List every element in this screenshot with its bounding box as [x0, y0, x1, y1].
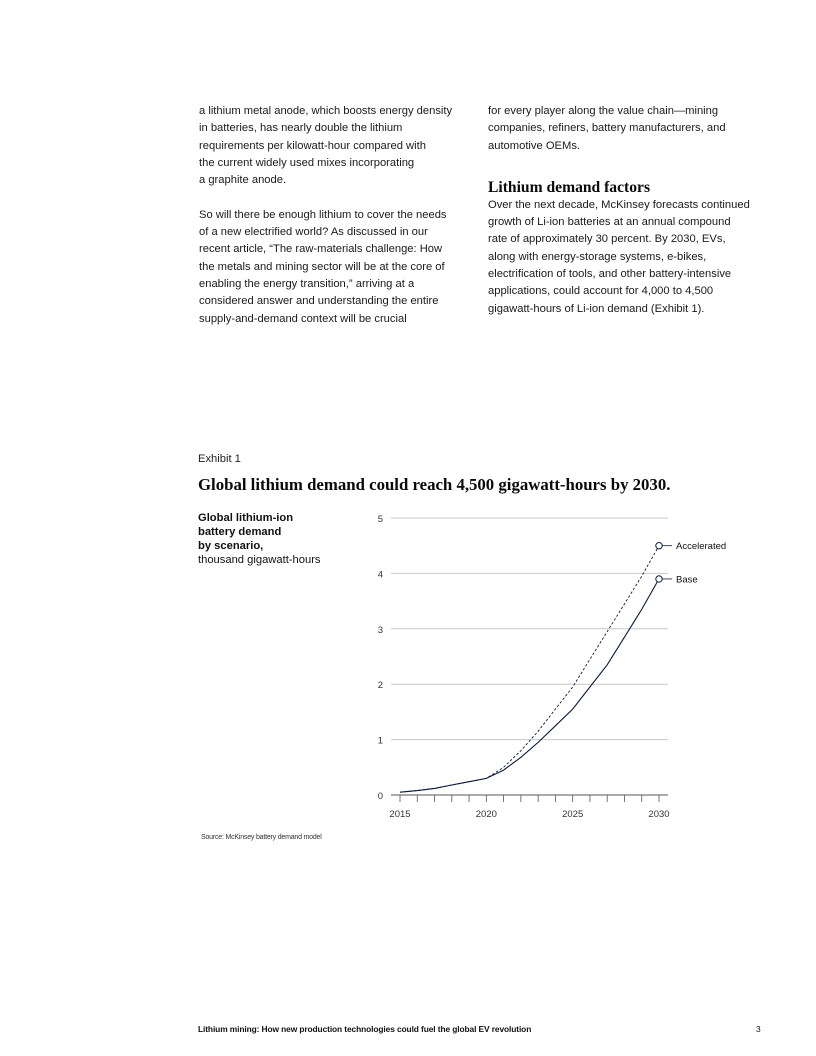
section-heading: Lithium demand factors [488, 178, 651, 196]
x-tick-label: 2025 [562, 809, 584, 820]
y-tick-label: 4 [377, 569, 383, 581]
series-end-marker-accelerated [656, 543, 662, 549]
x-tick-label: 2030 [648, 809, 670, 820]
body-paragraph: Over the next decade, McKinsey forecasts continued growth of Li-ion batteries at an annual compound rate of approximately 30 percent. By 2030, EVs, along with energy-storage systems, e-bikes, electrification of tools, and other battery-intensive applications, could account for 4,000 to 4,500 gigawatt-hours of Li-ion demand (Exhibit 1). [488, 198, 750, 315]
series-label: Accelerated [676, 541, 727, 553]
exhibit-title: Global lithium demand could reach 4,500 gigawatt-hours by 2030. [198, 475, 671, 494]
x-tick-label: 2020 [475, 809, 497, 820]
series-label: Base [676, 574, 698, 586]
body-paragraph: a lithium metal anode, which boosts energy density in batteries, has nearly double the lithium requirements per kilowatt-hour compared with the current widely used mixes incorporating a graphite anode. [199, 105, 453, 187]
y-tick-label: 3 [377, 624, 383, 636]
chart-caption-title: Global lithium-ion battery demand by scenario, [198, 512, 294, 552]
body-paragraph: So will there be enough lithium to cover the needs of a new electrified world? As discussed in our recent article, “The raw-materials challenge: How the metals and mining sector will be at the core of enabling the energy transition,” arriving at a considered answer and understanding the entire supply-and-demand context will be crucial [199, 208, 447, 325]
y-tick-label: 5 [377, 514, 383, 525]
series-line-accelerated [400, 546, 659, 793]
chart-caption-unit: thousand gigawatt-hours [198, 554, 321, 566]
x-tick-label: 2015 [389, 809, 411, 820]
page-number: 3 [756, 1024, 761, 1034]
body-paragraph: for every player along the value chain—mining companies, refiners, battery manufacturers, and automotive OEMs. [488, 105, 726, 152]
exhibit-label: Exhibit 1 [198, 453, 241, 465]
y-tick-label: 1 [377, 735, 383, 747]
source-note: Source: McKinsey battery demand model [201, 834, 322, 841]
y-tick-label: 2 [377, 680, 383, 692]
y-tick-label: 0 [377, 791, 383, 802]
footer-title: Lithium mining: How new production technologies could fuel the global EV revolution [198, 1024, 532, 1034]
series-end-marker-base [656, 576, 662, 582]
